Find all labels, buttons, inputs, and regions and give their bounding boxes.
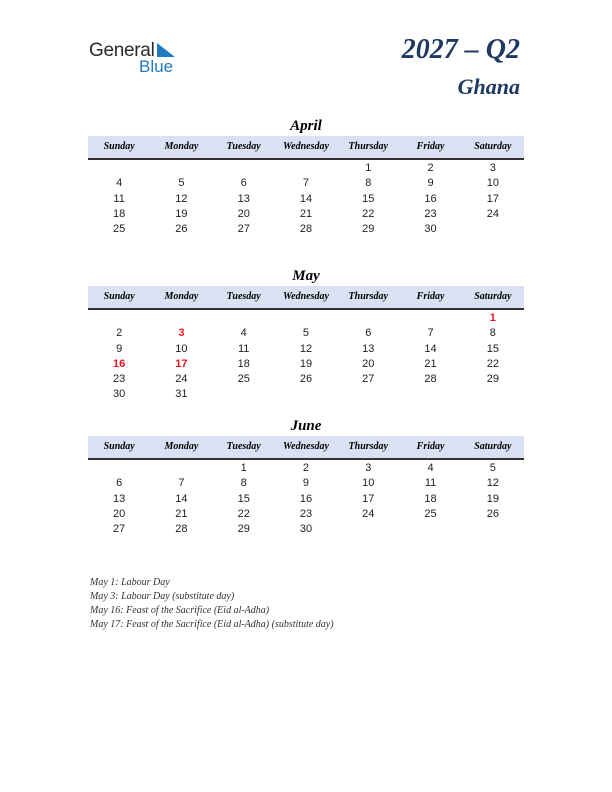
day-cell: 10 [362, 477, 375, 490]
weekday-header-row [88, 136, 524, 160]
holiday-note: May 16: Feast of the Sacrifice (Eid al-Adha) [90, 605, 270, 616]
day-cell: 21 [299, 207, 313, 220]
day-cell: 14 [424, 342, 437, 355]
weekday-header: Thursday [348, 141, 388, 152]
week-row [88, 357, 524, 372]
day-cell: 23 [299, 507, 313, 520]
day-cell: 7 [178, 477, 185, 490]
day-cell [462, 522, 524, 537]
day-cell: 18 [237, 357, 250, 370]
page-title: 2027 – Q2 [401, 34, 520, 65]
day-cell: 23 [113, 373, 126, 386]
weekday-header: Monday [164, 291, 199, 302]
day-cell: 20 [237, 207, 250, 220]
day-cell [213, 311, 275, 326]
day-cell: 24 [175, 373, 188, 386]
weekday-header: Saturday [474, 441, 512, 452]
weekday-header: Saturday [474, 291, 512, 302]
weekday-header-row [88, 286, 524, 310]
day-cell: 22 [486, 357, 499, 370]
day-cell: 11 [424, 477, 437, 490]
week-row [88, 372, 524, 387]
weekday-header: Friday [416, 441, 445, 452]
day-cell: 9 [427, 177, 434, 190]
day-cell: 1 [365, 162, 372, 174]
weekday-header: Tuesday [226, 291, 261, 302]
day-cell: 29 [486, 373, 499, 386]
day-cell: 19 [175, 207, 188, 220]
day-cell: 26 [175, 223, 188, 236]
day-cell [213, 161, 275, 176]
day-cell: 7 [302, 177, 310, 190]
day-cell: 5 [302, 327, 310, 340]
day-cell: 16 [299, 492, 313, 505]
month-name: June [290, 418, 322, 434]
day-cell: 2 [116, 327, 123, 340]
day-cell [399, 522, 461, 537]
day-cell: 13 [113, 492, 126, 505]
day-cell: 9 [116, 342, 123, 355]
country-name: Ghana [457, 74, 520, 99]
brand-logo [89, 40, 189, 80]
day-cell: 14 [299, 192, 313, 205]
day-cell [275, 161, 337, 176]
day-cell: 8 [240, 477, 247, 490]
day-cell: 25 [113, 223, 126, 236]
week-row [88, 207, 524, 222]
holiday-note: May 1: Labour Day [90, 577, 170, 588]
day-cell: 26 [486, 507, 499, 520]
day-cell: 28 [424, 373, 437, 386]
day-cell: 4 [240, 327, 247, 340]
day-cell [399, 387, 461, 402]
day-cell [150, 311, 212, 326]
day-cell [275, 311, 337, 326]
day-cell: 20 [113, 507, 126, 520]
holiday-day-cell: 16 [113, 357, 126, 370]
day-cell: 11 [113, 192, 125, 205]
day-cell: 28 [299, 223, 313, 236]
week-row [88, 476, 524, 491]
day-cell: 15 [362, 192, 375, 205]
day-cell [462, 387, 524, 402]
weekday-header: Saturday [474, 141, 512, 152]
holiday-day-cell: 3 [178, 327, 185, 340]
day-cell: 26 [299, 373, 313, 386]
week-grid [88, 160, 524, 237]
day-cell: 6 [240, 177, 247, 190]
day-cell: 21 [424, 357, 437, 370]
weekday-header: Monday [164, 141, 199, 152]
day-cell [213, 387, 275, 402]
day-cell: 10 [175, 342, 188, 355]
day-cell: 27 [362, 373, 375, 386]
day-cell: 1 [240, 462, 247, 474]
day-cell: 19 [299, 357, 313, 370]
weekday-header: Friday [416, 291, 445, 302]
day-cell [150, 161, 212, 176]
month-april [88, 116, 524, 237]
holiday-day-cell: 17 [175, 357, 188, 370]
weekday-header: Wednesday [283, 141, 329, 152]
day-cell [88, 161, 150, 176]
day-cell: 31 [175, 388, 188, 401]
weekday-header: Monday [164, 441, 199, 452]
day-cell: 6 [116, 477, 123, 490]
day-cell: 25 [237, 373, 250, 386]
week-row [88, 522, 524, 537]
day-cell: 21 [175, 507, 188, 520]
day-cell [88, 311, 150, 326]
day-cell: 14 [175, 492, 188, 505]
day-cell: 7 [427, 327, 434, 340]
weekday-header: Sunday [103, 291, 135, 302]
week-row [88, 492, 524, 507]
weekday-header: Sunday [103, 141, 135, 152]
weekday-header: Wednesday [283, 291, 329, 302]
week-row [88, 176, 524, 191]
day-cell: 17 [362, 492, 375, 505]
week-row [88, 461, 524, 476]
day-cell [399, 311, 461, 326]
day-cell: 2 [302, 462, 310, 474]
day-cell: 30 [113, 388, 126, 401]
day-cell: 15 [237, 492, 250, 505]
day-cell: 17 [486, 192, 499, 205]
day-cell: 3 [365, 462, 372, 474]
day-cell: 5 [178, 177, 185, 190]
day-cell: 27 [237, 223, 250, 236]
day-cell: 20 [362, 357, 375, 370]
day-cell: 19 [486, 492, 499, 505]
day-cell [462, 222, 524, 237]
day-cell: 12 [486, 477, 499, 490]
day-cell: 29 [362, 223, 375, 236]
day-cell: 24 [486, 207, 499, 220]
weekday-header: Thursday [348, 291, 388, 302]
day-cell: 16 [424, 192, 437, 205]
day-cell: 30 [299, 523, 313, 536]
day-cell: 4 [116, 177, 123, 190]
logo-text-blue: Blue [139, 57, 174, 76]
day-cell: 29 [237, 523, 250, 536]
day-cell: 18 [424, 492, 437, 505]
weekday-header: Tuesday [226, 141, 261, 152]
week-row [88, 192, 524, 207]
day-cell [337, 522, 399, 537]
logo-text-general: General [89, 40, 155, 61]
day-cell: 12 [175, 192, 188, 205]
day-cell: 13 [362, 342, 375, 355]
day-cell [337, 387, 399, 402]
week-row [88, 342, 524, 357]
holiday-note: May 3: Labour Day (substitute day) [90, 591, 235, 602]
holiday-notes [90, 576, 340, 632]
holiday-day-cell: 1 [489, 312, 496, 324]
day-cell [337, 311, 399, 326]
day-cell: 27 [113, 523, 126, 536]
month-name: May [292, 268, 320, 284]
week-row [88, 507, 524, 522]
weekday-header-row [88, 436, 524, 460]
day-cell: 5 [489, 462, 496, 474]
month-may [88, 266, 524, 403]
day-cell: 3 [489, 162, 496, 174]
day-cell: 4 [427, 462, 434, 474]
week-row [88, 326, 524, 341]
weekday-header: Sunday [103, 441, 135, 452]
day-cell: 18 [113, 207, 126, 220]
day-cell: 10 [486, 177, 499, 190]
day-cell [275, 387, 337, 402]
day-cell: 22 [237, 507, 250, 520]
day-cell: 23 [424, 207, 437, 220]
day-cell [88, 461, 150, 476]
day-cell: 12 [299, 342, 313, 355]
weekday-header: Tuesday [226, 441, 261, 452]
week-row [88, 161, 524, 176]
week-grid [88, 310, 524, 403]
weekday-header: Thursday [348, 441, 388, 452]
day-cell: 8 [365, 177, 372, 190]
day-cell: 24 [362, 507, 375, 520]
month-name: April [290, 118, 322, 134]
day-cell: 13 [237, 192, 250, 205]
day-cell: 22 [362, 207, 375, 220]
week-row [88, 387, 524, 402]
day-cell: 25 [424, 507, 437, 520]
month-june [88, 416, 524, 537]
weekday-header: Friday [416, 141, 445, 152]
day-cell: 6 [365, 327, 372, 340]
day-cell [150, 461, 212, 476]
week-row [88, 222, 524, 237]
holiday-note: May 17: Feast of the Sacrifice (Eid al-Adha) (substitute day) [90, 619, 334, 630]
week-row [88, 311, 524, 326]
day-cell: 9 [302, 477, 310, 490]
day-cell: 15 [486, 342, 499, 355]
day-cell: 30 [424, 223, 437, 236]
day-cell: 8 [489, 327, 496, 340]
day-cell: 11 [237, 342, 250, 355]
weekday-header: Wednesday [283, 441, 329, 452]
day-cell: 28 [175, 523, 188, 536]
day-cell: 2 [427, 162, 434, 174]
week-grid [88, 460, 524, 537]
